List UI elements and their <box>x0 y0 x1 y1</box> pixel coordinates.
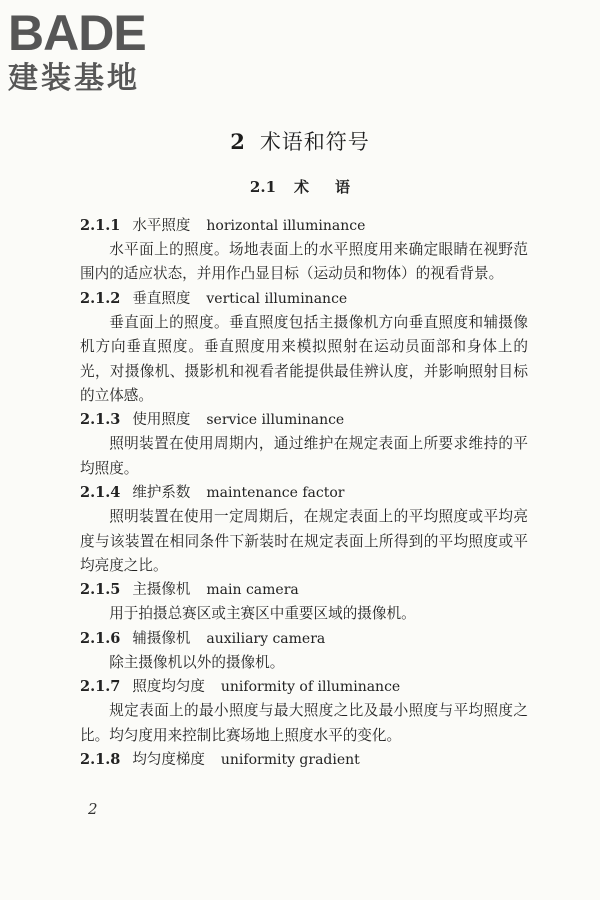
page-number: 2 <box>88 800 98 818</box>
section-number: 2.1 <box>249 178 277 196</box>
term-list <box>80 214 528 772</box>
term-english: main camera <box>206 582 299 599</box>
term-heading <box>80 408 528 432</box>
term-definition: 规定表面上的最小照度与最大照度之比及最小照度与平均照度之比。均匀度用来控制比赛场地上照度水平的变化。 <box>80 702 528 744</box>
bade-logo-graphic <box>8 4 178 94</box>
term-heading <box>80 481 528 505</box>
term-chinese: 主摄像机 <box>132 582 191 599</box>
term-number: 2.1.2 <box>80 289 121 307</box>
term-number: 2.1.4 <box>80 484 121 502</box>
term-definition: 用于拍摄总赛区或主赛区中重要区域的摄像机。 <box>109 605 416 623</box>
term-definition: 除主摄像机以外的摄像机。 <box>109 653 285 671</box>
term-chinese: 均匀度梯度 <box>132 752 205 769</box>
chapter-number: 2 <box>230 129 246 154</box>
term-english: vertical illuminance <box>206 290 348 307</box>
term-english: service illuminance <box>206 412 345 429</box>
logo-brand-text: BADE <box>8 5 146 61</box>
term-heading <box>80 214 528 238</box>
section-title-part1: 术 <box>294 178 310 196</box>
term-heading <box>80 748 528 772</box>
section-heading <box>0 176 600 197</box>
chapter-title: 术语和符号 <box>259 130 370 154</box>
term-number: 2.1.8 <box>80 751 121 769</box>
term-english: maintenance factor <box>206 485 345 502</box>
term-english: horizontal illuminance <box>206 218 366 234</box>
term-english: uniformity gradient <box>220 752 360 769</box>
term-heading <box>80 578 528 602</box>
term-chinese: 垂直照度 <box>132 290 191 307</box>
term-heading <box>80 675 528 699</box>
term-definition: 照明装置在使用周期内，通过维护在规定表面上所要求维持的平均照度。 <box>80 435 528 477</box>
term-number: 2.1.3 <box>80 411 121 429</box>
term-heading <box>80 627 528 651</box>
term-number: 2.1.1 <box>80 217 121 234</box>
term-english: auxiliary camera <box>206 630 326 647</box>
section-title-part2: 语 <box>335 178 351 196</box>
term-chinese: 维护系数 <box>132 485 191 502</box>
term-definition: 水平面上的照度。场地表面上的水平照度用来确定眼睛在视野范围内的适应状态，并用作凸显目标（运动员和物体）的视看背景。 <box>80 241 528 283</box>
chapter-heading <box>0 126 600 156</box>
term-chinese: 水平照度 <box>132 218 191 234</box>
term-number: 2.1.6 <box>80 629 121 647</box>
term-heading <box>80 287 528 311</box>
term-number: 2.1.7 <box>80 678 121 696</box>
logo-subtitle-text: 建装基地 <box>8 61 140 94</box>
bade-logo <box>8 4 178 94</box>
term-definition: 垂直面上的照度。垂直照度包括主摄像机方向垂直照度和辅摄像机方向垂直照度。垂直照度用来模拟照射在运动员面部和身体上的光，对摄像机、摄影机和视看者能提供最佳辨认度，并影响照射目标的立体感。 <box>80 313 528 405</box>
term-definition: 照明装置在使用一定周期后，在规定表面上的平均照度或平均亮度与该装置在相同条件下新装时在规定表面上所得到的平均照度或平均亮度之比。 <box>80 508 528 575</box>
term-number: 2.1.5 <box>80 581 121 599</box>
term-chinese: 照度均匀度 <box>132 679 205 696</box>
term-english: uniformity of illuminance <box>220 679 401 696</box>
term-chinese: 使用照度 <box>132 412 191 429</box>
term-chinese: 辅摄像机 <box>132 630 191 647</box>
